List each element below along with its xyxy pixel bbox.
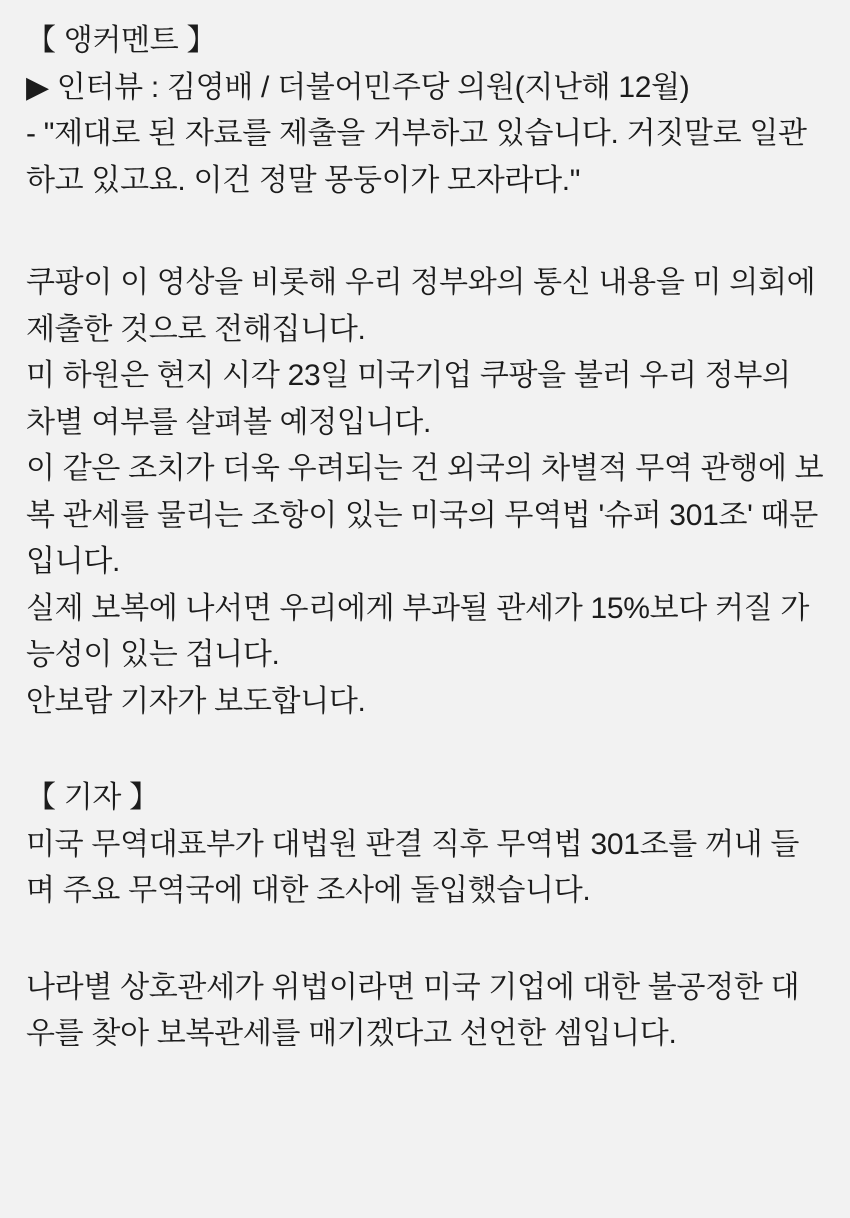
paragraph-5: 안보람 기자가 보도합니다.	[26, 684, 366, 718]
paragraph-spacer	[26, 204, 824, 260]
paragraph-3: 이 같은 조치가 더욱 우려되는 건 외국의 차별적 무역 관행에 보복 관세를 물리는 조항이 있는 미국의 무역법 '슈퍼 301조' 때문입니다.	[26, 452, 824, 578]
section-spacer	[26, 725, 824, 775]
reporter-section-heading: 【 기자 】	[26, 781, 159, 814]
paragraph-7: 나라별 상호관세가 위법이라면 미국 기업에 대한 불공정한 대우를 찾아 보복관세를 매기겠다고 선언한 셈입니다.	[26, 970, 800, 1050]
interview-quote: - "제대로 된 자료를 제출을 거부하고 있습니다. 거짓말로 일관하고 있고요. 이건 정말 몽둥이가 모자라다."	[26, 117, 807, 197]
paragraph-2: 미 하원은 현지 시각 23일 미국기업 쿠팡을 불러 우리 정부의 차별 여부를 살펴볼 예정입니다.	[26, 359, 791, 439]
anchor-section-heading: 【 앵커멘트 】	[26, 24, 217, 57]
interview-attribution-line: ▶ 인터뷰 : 김영배 / 더불어민주당 의원(지난해 12월)	[26, 70, 690, 104]
paragraph-1: 쿠팡이 이 영상을 비롯해 우리 정부와의 통신 내용을 미 의회에 제출한 것으로 전해집니다.	[26, 266, 816, 346]
paragraph-spacer-2	[26, 915, 824, 965]
paragraph-4: 실제 보복에 나서면 우리에게 부과될 관세가 15%보다 커질 가능성이 있는 겁니다.	[26, 591, 810, 671]
paragraph-6: 미국 무역대표부가 대법원 판결 직후 무역법 301조를 꺼내 들며 주요 무역국에 대한 조사에 돌입했습니다.	[26, 827, 800, 907]
